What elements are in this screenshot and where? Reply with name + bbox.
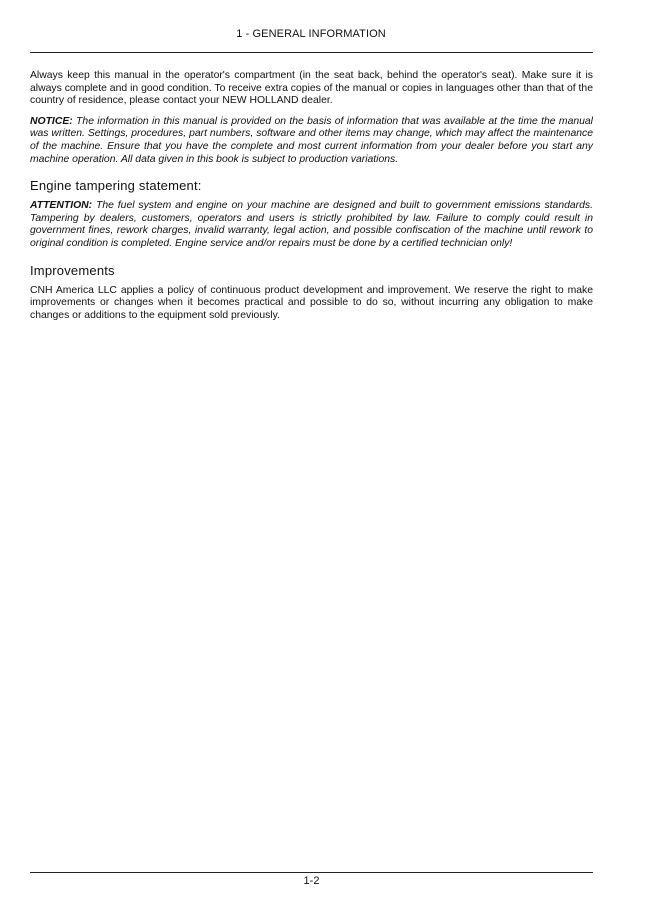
improvements-heading: Improvements [30, 262, 115, 278]
attention-lead: ATTENTION: [30, 200, 93, 212]
engine-tampering-heading: Engine tampering statement: [30, 178, 202, 194]
tampering-text: The fuel system and engine on your machine are designed and built to government emissions standards. Tampering by dealers, customers, operators and users is strictly prohibited by law. Failure to comply could result in government fines, rework charges, invalid warranty, legal action, and possible confiscation of the machine until rework to original condition is completed. Engine service and/or repairs must be done by a certified technician only! [30, 200, 593, 249]
header-divider [30, 52, 593, 53]
improvements-paragraph: CNH America LLC applies a policy of continuous product development and improvement. We reserve the right to make improvements or changes when it becomes practical and possible to do so, without incurring any obligation to make changes or additions to the equipment sold previously. [30, 284, 593, 321]
tampering-paragraph [30, 200, 593, 250]
notice-lead: NOTICE: [30, 115, 73, 127]
footer-divider [30, 872, 593, 873]
page-content [30, 70, 593, 330]
notice-text: The information in this manual is provided on the basis of information that was available at the time the manual was written. Settings, procedures, part numbers, software and other items may change, which may affect the maintenance of the machine. Ensure that you have the complete and most current information from your dealer before you start any machine operation. All data given in this book is subject to production variations. [30, 115, 593, 165]
intro-paragraph: Always keep this manual in the operator's compartment (in the seat back, behind the operator's seat). Make sure it is always complete and in good condition. To receive extra copies of the manual or copies in languages other than that of the country of residence, please contact your NEW HOLLAND dealer. [30, 70, 593, 107]
notice-paragraph [30, 116, 593, 166]
page-header-title: 1 - GENERAL INFORMATION [236, 28, 386, 40]
page-number: 1-2 [303, 875, 320, 887]
